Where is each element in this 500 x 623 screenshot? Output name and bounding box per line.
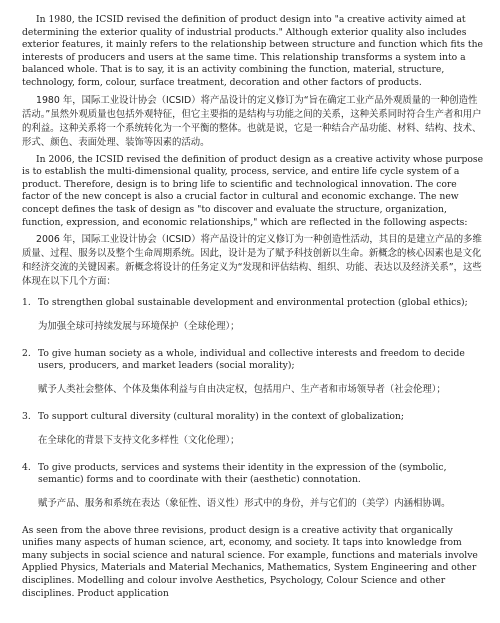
list-item-english: To give human society as a whole, individual and collective interests and freedom to decide users, producers, and market leaders (social morality); bbox=[38, 347, 465, 372]
list-item bbox=[22, 411, 486, 448]
list-item-chinese: 赋予人类社会整体、个体及集体利益与自由决定权，包括用户、生产者和市场领导者（社会伦理）； bbox=[38, 383, 446, 395]
paragraph-2006-chinese: 2006 年，国际工业设计协会（ICSID）将产品设计的定义修订为一种创造性活动，其目的是建立产品的多维质量、过程、服务以及整个生命周期系统。因此，设计是为了赋予科技创新以生命。新概念的核心因素也是文化和经济交流的关键因素。新概念将设计的任务定义为“发现和评估结构、组织、功能、表达以及经济关系”，这些体现在以下几个方面： bbox=[22, 234, 482, 288]
list-item bbox=[22, 462, 486, 511]
list-item-english: To give products, services and systems their identity in the expression of the (symbolic, semantic) forms and to coordinate with their (aesthetic) connotation. bbox=[38, 461, 447, 486]
paragraph-2006-english: In 2006, the ICSID revised the definition of product design as a creative activity whose purpose is to establish the multi-dimensional quality, process, service, and entire life cycle system of a product. Therefore, design is to bring life to scientific and technological innovation. The core factor of the new concept is also a crucial factor in cultural and economic exchange. The new concept defines the task of design as "to discover and evaluate the structure, organization, function, expression, and economic relationships," which are reflected in the following aspects: bbox=[22, 153, 484, 228]
list-item-english: To support cultural diversity (cultural morality) in the context of globalization; bbox=[38, 410, 404, 422]
list-item-number: 2. bbox=[22, 347, 31, 359]
list-item bbox=[22, 348, 486, 397]
list-item bbox=[22, 297, 486, 334]
list-item-number: 4. bbox=[22, 461, 31, 473]
list-item-chinese: 为加强全球可持续发展与环境保护（全球伦理）； bbox=[38, 320, 240, 332]
paragraph-1980-chinese: 1980 年，国际工业设计协会（ICSID）将产品设计的定义修订为“旨在确定工业产品外观质量的一种创造性活动。”虽然外观质量也包括外观特征，但它主要指的是结构与功能之间的关系，这种关系同时符合生产者和用户的利益。这种关系将一个系统转化为一个平衡的整体。也就是说，它是一种结合产品功能、材料、结构、技术、形式、颜色、表面处理、装饰等因素的活动。 bbox=[22, 94, 482, 148]
list-item-number: 3. bbox=[22, 410, 31, 422]
closing-paragraph-english: As seen from the above three revisions, product design is a creative activity that organically unifies many aspects of human science, art, economy, and society. It taps into knowledge from many subjects in social science and natural science. For example, functions and materials involve Applied Physics, Materials and Material Mechanics, Mathematics, System Engineering and other disciplines. Modelling and colour involve Aesthetics, Psychology, Colour Science and other disciplines. Product application bbox=[22, 524, 478, 599]
aspects-list bbox=[22, 297, 486, 511]
list-item-number: 1. bbox=[22, 297, 31, 309]
list-item-chinese: 在全球化的背景下支持文化多样性（文化伦理）； bbox=[38, 434, 240, 446]
list-item-chinese: 赋予产品、服务和系统在表达（象征性、语义性）形式中的身份，并与它们的（美学）内涵相协调。 bbox=[38, 497, 451, 509]
list-item-english: To strengthen global sustainable development and environmental protection (global ethics); bbox=[38, 297, 468, 309]
paragraph-1980-english: In 1980, the ICSID revised the definition of product design into "a creative activity aimed at determining the exterior quality of industrial products." Although exterior quality also includes exterior features, it mainly refers to the relationship between structure and function which fits the interests of producers and users at the same time. This relationship transforms a system into a balanced whole. That is to say, it is an activity combining the function, material, structure, technology, form, colour, surface treatment, decoration and other factors of products. bbox=[22, 14, 483, 88]
